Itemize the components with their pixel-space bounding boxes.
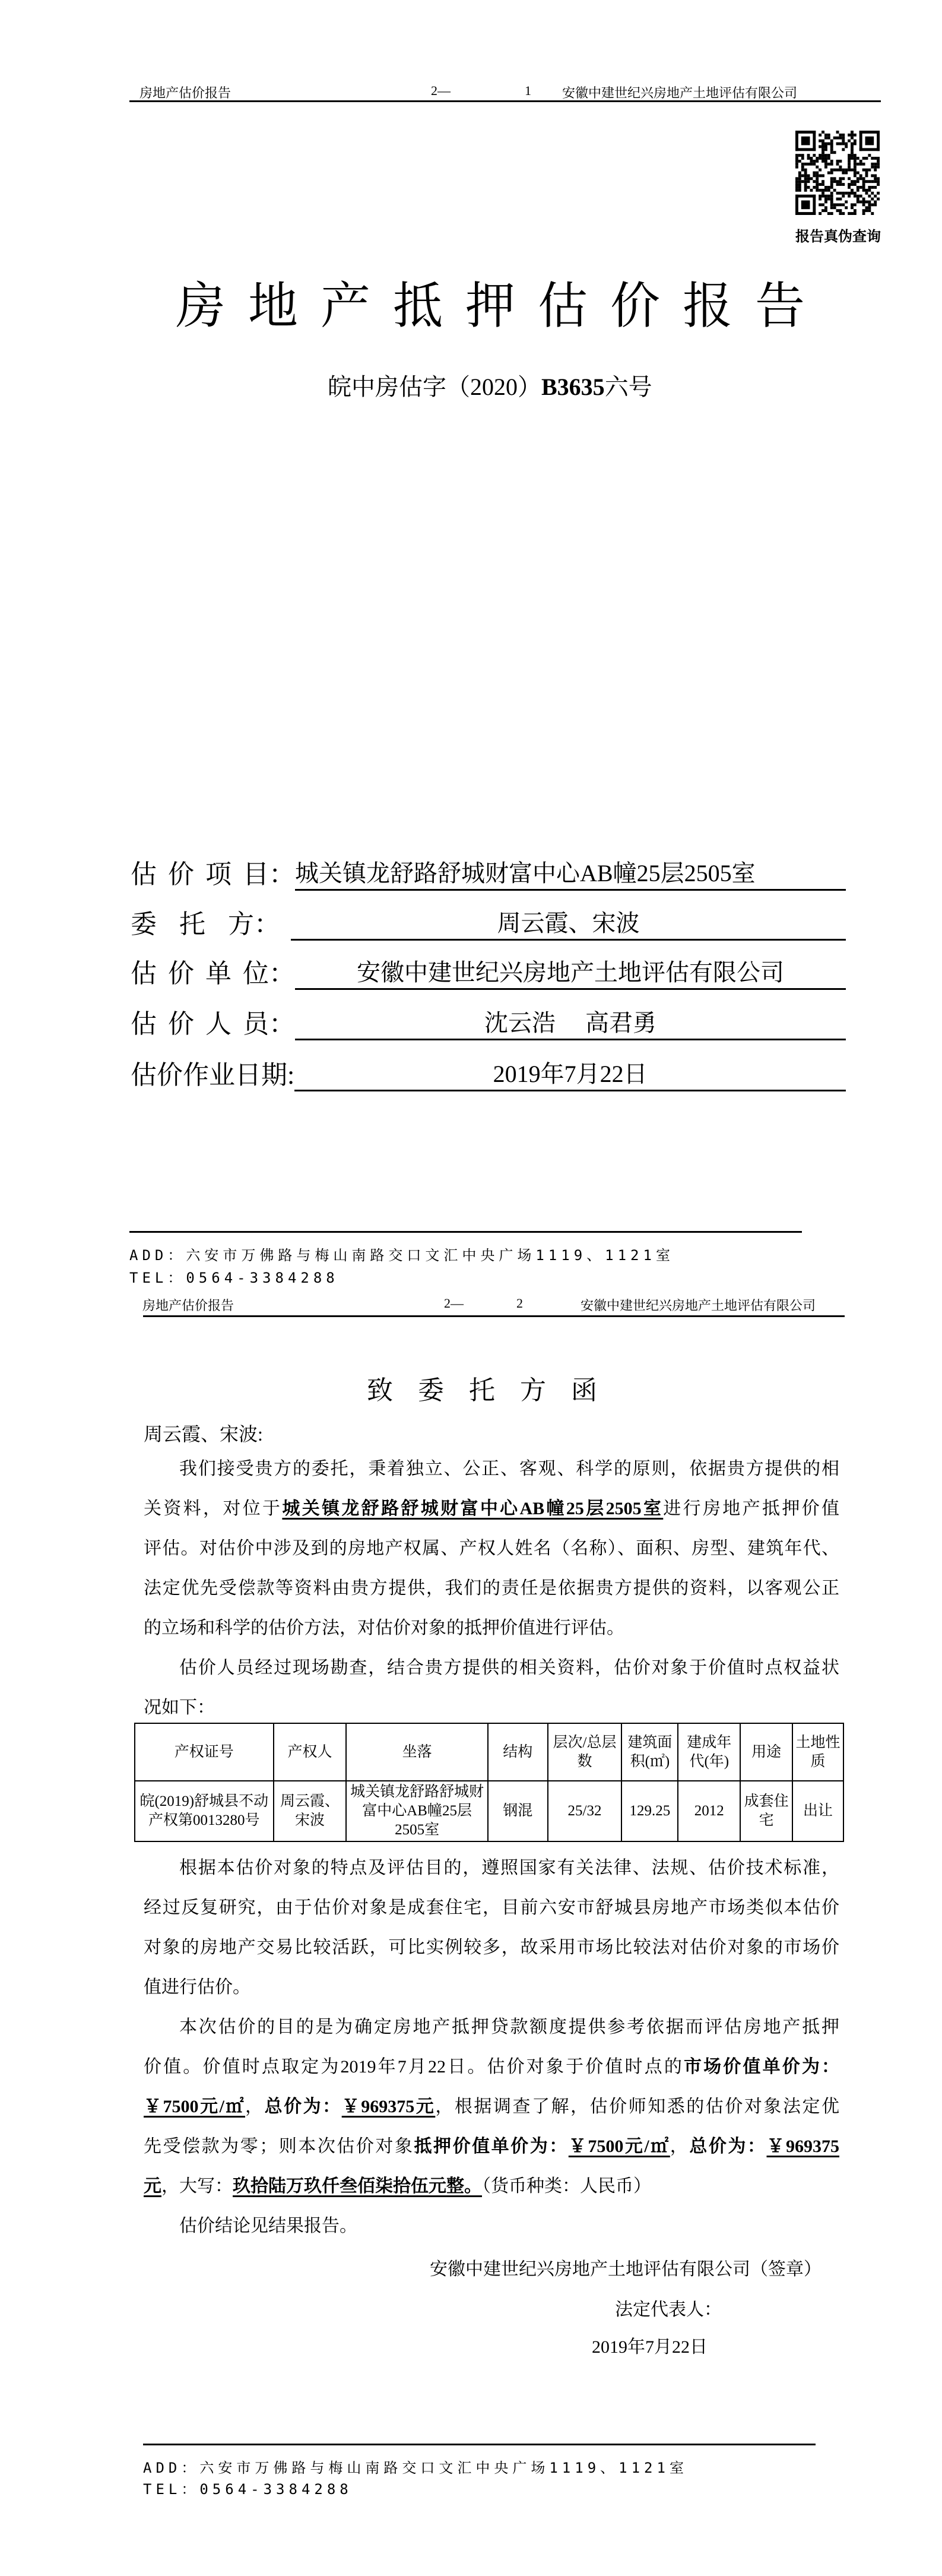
report-number-code: B3635: [541, 374, 605, 400]
field-date: [131, 1056, 846, 1091]
signature-company: 安徽中建世纪兴房地产土地评估有限公司（签章）: [430, 2259, 822, 2279]
table-cell: 出让: [792, 1781, 843, 1841]
field-label: 估 价 人 员：: [131, 1009, 295, 1039]
letter-title: 致委托方函: [367, 1376, 622, 1405]
highlighted-text: ￥7500元/㎡: [144, 2097, 246, 2116]
text-run: 进行房地产抵押价值: [663, 1499, 840, 1518]
report-number-suffix: 六号: [604, 374, 652, 400]
text-run: 估价结论见结果报告。: [179, 2216, 357, 2236]
header-divider: [129, 100, 881, 102]
table-cell: 钢混: [488, 1781, 548, 1841]
column-header: 土地性质: [792, 1723, 843, 1781]
qr-caption: 报告真伪查询: [795, 229, 881, 245]
table-cell: 周云霞、宋波: [274, 1781, 347, 1841]
text-run: 本次估价的目的是为确定房地产抵押贷款额度提供参考依据而评估房地产抵押: [179, 2017, 839, 2037]
table-row: [135, 1781, 843, 1841]
text-run: 市场价值单价为：: [683, 2057, 840, 2077]
text-run: 总价为：: [264, 2097, 342, 2116]
table-cell: 2012: [678, 1781, 740, 1841]
qr-code-icon: [795, 128, 880, 217]
paragraph-line: [144, 2087, 839, 2126]
page-header-title: 房地产估价报告: [142, 1298, 234, 1313]
text-run: ，: [670, 2137, 690, 2156]
field-appraisers: [131, 1005, 846, 1040]
field-appraiser-company: [131, 954, 846, 990]
column-header: 层次/总层数: [548, 1723, 622, 1781]
text-run: 关资料，对位于: [144, 1499, 283, 1518]
page-header-company: 安徽中建世纪兴房地产土地评估有限公司: [562, 86, 798, 100]
column-header: 用途: [740, 1723, 792, 1781]
paragraph-line: [144, 1608, 839, 1648]
page-header-number: 1: [525, 83, 531, 98]
paragraph-line: [144, 1568, 839, 1608]
paragraph-line: [144, 2007, 839, 2047]
field-project: [131, 855, 846, 891]
table-header-row: [135, 1723, 843, 1781]
field-label: 委 托 方：: [131, 910, 280, 939]
text-run: 根据本估价对象的特点及评估目的，遵照国家有关法律、法规、估价技术标准，: [179, 1858, 839, 1878]
qr-finder: [801, 137, 810, 145]
column-header: 坐落: [346, 1723, 487, 1781]
highlighted-text: 玖拾陆万玖仟叁佰柒拾伍元整。: [233, 2176, 482, 2196]
paragraph-line: [144, 2047, 839, 2087]
field-value: 沈云浩 高君勇: [295, 1008, 846, 1040]
report-number: [328, 368, 652, 402]
field-label: 估价作业日期:: [131, 1061, 295, 1090]
paragraph-line: [144, 1688, 839, 1727]
text-run: 值进行估价。: [144, 1977, 250, 1997]
field-value: 周云霞、宋波: [291, 908, 846, 941]
footer-divider: [129, 1231, 802, 1233]
footer-address: ADD：六安市万佛路与梅山南路交口文汇中央广场1119、1121室: [129, 1247, 674, 1264]
text-run: 总价为：: [689, 2137, 767, 2156]
text-run: 估价人员经过现场勘查，结合贵方提供的相关资料，估价对象于价值时点权益状: [179, 1658, 839, 1678]
letter-body-after-table: [144, 1848, 839, 2246]
table-cell: 城关镇龙舒路舒城财富中心AB幢25层2505室: [346, 1781, 487, 1841]
highlighted-text: ￥969375: [766, 2137, 840, 2156]
page-header-prefix: 2—: [431, 83, 451, 98]
text-run: 对象的房地产交易比较活跃，可比实例较多，故采用市场比较法对估价对象的市场价: [144, 1938, 839, 1957]
footer-divider: [143, 2444, 816, 2445]
table-cell: 皖(2019)舒城县不动产权第0013280号: [135, 1781, 274, 1841]
field-value: 城关镇龙舒路舒城财富中心AB幢25层2505室: [295, 858, 846, 891]
text-run: 的立场和科学的估价方法，对估价对象的抵押价值进行评估。: [144, 1618, 624, 1638]
paragraph-line: [144, 1489, 839, 1528]
text-run: 况如下：: [144, 1698, 215, 1717]
column-header: 建筑面积(㎡): [621, 1723, 678, 1781]
letter-salutation: 周云霞、宋波:: [144, 1423, 263, 1445]
table-cell: 25/32: [548, 1781, 622, 1841]
highlighted-text: 元: [144, 2176, 161, 2196]
text-run: 我们接受贵方的委托，秉着独立、公正、客观、科学的原则，依据贵方提供的相: [179, 1459, 839, 1479]
paragraph-line: [144, 1449, 839, 1489]
header-divider: [143, 1315, 845, 1317]
text-run: （货币种类：人民币）: [482, 2176, 651, 2196]
paragraph-line: [144, 2126, 839, 2166]
qr-finder: [801, 201, 810, 210]
column-header: 建成年代(年): [678, 1723, 740, 1781]
paragraph-line: [144, 2206, 839, 2246]
letter-body-before-table: [144, 1449, 839, 1727]
letter-date: 2019年7月22日: [592, 2337, 708, 2357]
paragraph-line: [144, 1648, 839, 1688]
page-header-number: 2: [516, 1296, 523, 1311]
paragraph-line: [144, 2166, 839, 2206]
text-run: 价值。价值时点取定为2019年7月22日。估价对象于价值时点的: [144, 2057, 684, 2077]
footer-tel: TEL：0564-3384288: [129, 1270, 339, 1286]
column-header: 结构: [488, 1723, 548, 1781]
text-run: 抵押价值单价为：: [414, 2137, 569, 2156]
legal-representative: 法定代表人：: [615, 2300, 722, 2319]
paragraph-line: [144, 1848, 839, 1888]
footer-address: ADD：六安市万佛路与梅山南路交口文汇中央广场1119、1121室: [143, 2460, 688, 2476]
paragraph-line: [144, 1888, 839, 1928]
field-label: 估 价 项 目：: [131, 860, 295, 889]
column-header: 产权证号: [135, 1723, 274, 1781]
text-run: 法定优先受偿款等资料由贵方提供，我们的责任是依据贵方提供的资料，以客观公正: [144, 1578, 839, 1598]
field-value: 2019年7月22日: [294, 1059, 846, 1091]
page-header-title: 房地产估价报告: [139, 86, 231, 100]
report-number-prefix: 皖中房估字（2020）: [328, 374, 541, 400]
page-header-prefix: 2—: [444, 1296, 464, 1311]
text-run: 经过反复研究，由于估价对象是成套住宅，目前六安市舒城县房地产市场类似本估价: [144, 1898, 839, 1917]
paragraph-line: [144, 1528, 839, 1568]
text-run: 先受偿款为零；则本次估价对象: [144, 2137, 414, 2156]
property-table: [134, 1723, 844, 1842]
report-title: 房地产抵押估价报告: [176, 279, 828, 334]
field-label: 估 价 单 位：: [131, 959, 295, 988]
table-cell: 129.25: [621, 1781, 678, 1841]
text-run: ，根据调查了解，估价师知悉的估价对象法定优: [435, 2097, 840, 2116]
field-client: [131, 905, 846, 941]
field-value: 安徽中建世纪兴房地产土地评估有限公司: [295, 957, 846, 990]
text-run: ，: [245, 2097, 265, 2116]
column-header: 产权人: [274, 1723, 347, 1781]
text-run: 评估。对估价中涉及到的房地产权属、产权人姓名（名称）、面积、房型、建筑年代、: [144, 1539, 839, 1558]
highlighted-text: ￥969375元: [341, 2097, 436, 2116]
table-cell: 成套住宅: [740, 1781, 792, 1841]
table-body: [135, 1781, 843, 1841]
text-run: ，大写：: [161, 2176, 233, 2196]
paragraph-line: [144, 1967, 839, 2007]
footer-tel: TEL：0564-3384288: [143, 2481, 353, 2498]
qr-finder: [865, 137, 874, 145]
paragraph-line: [144, 1928, 839, 1967]
highlighted-text: ￥7500元/㎡: [568, 2137, 670, 2156]
highlighted-text: 城关镇龙舒路舒城财富中心AB幢25层2505室: [282, 1499, 664, 1518]
page-header-company: 安徽中建世纪兴房地产土地评估有限公司: [581, 1298, 816, 1313]
